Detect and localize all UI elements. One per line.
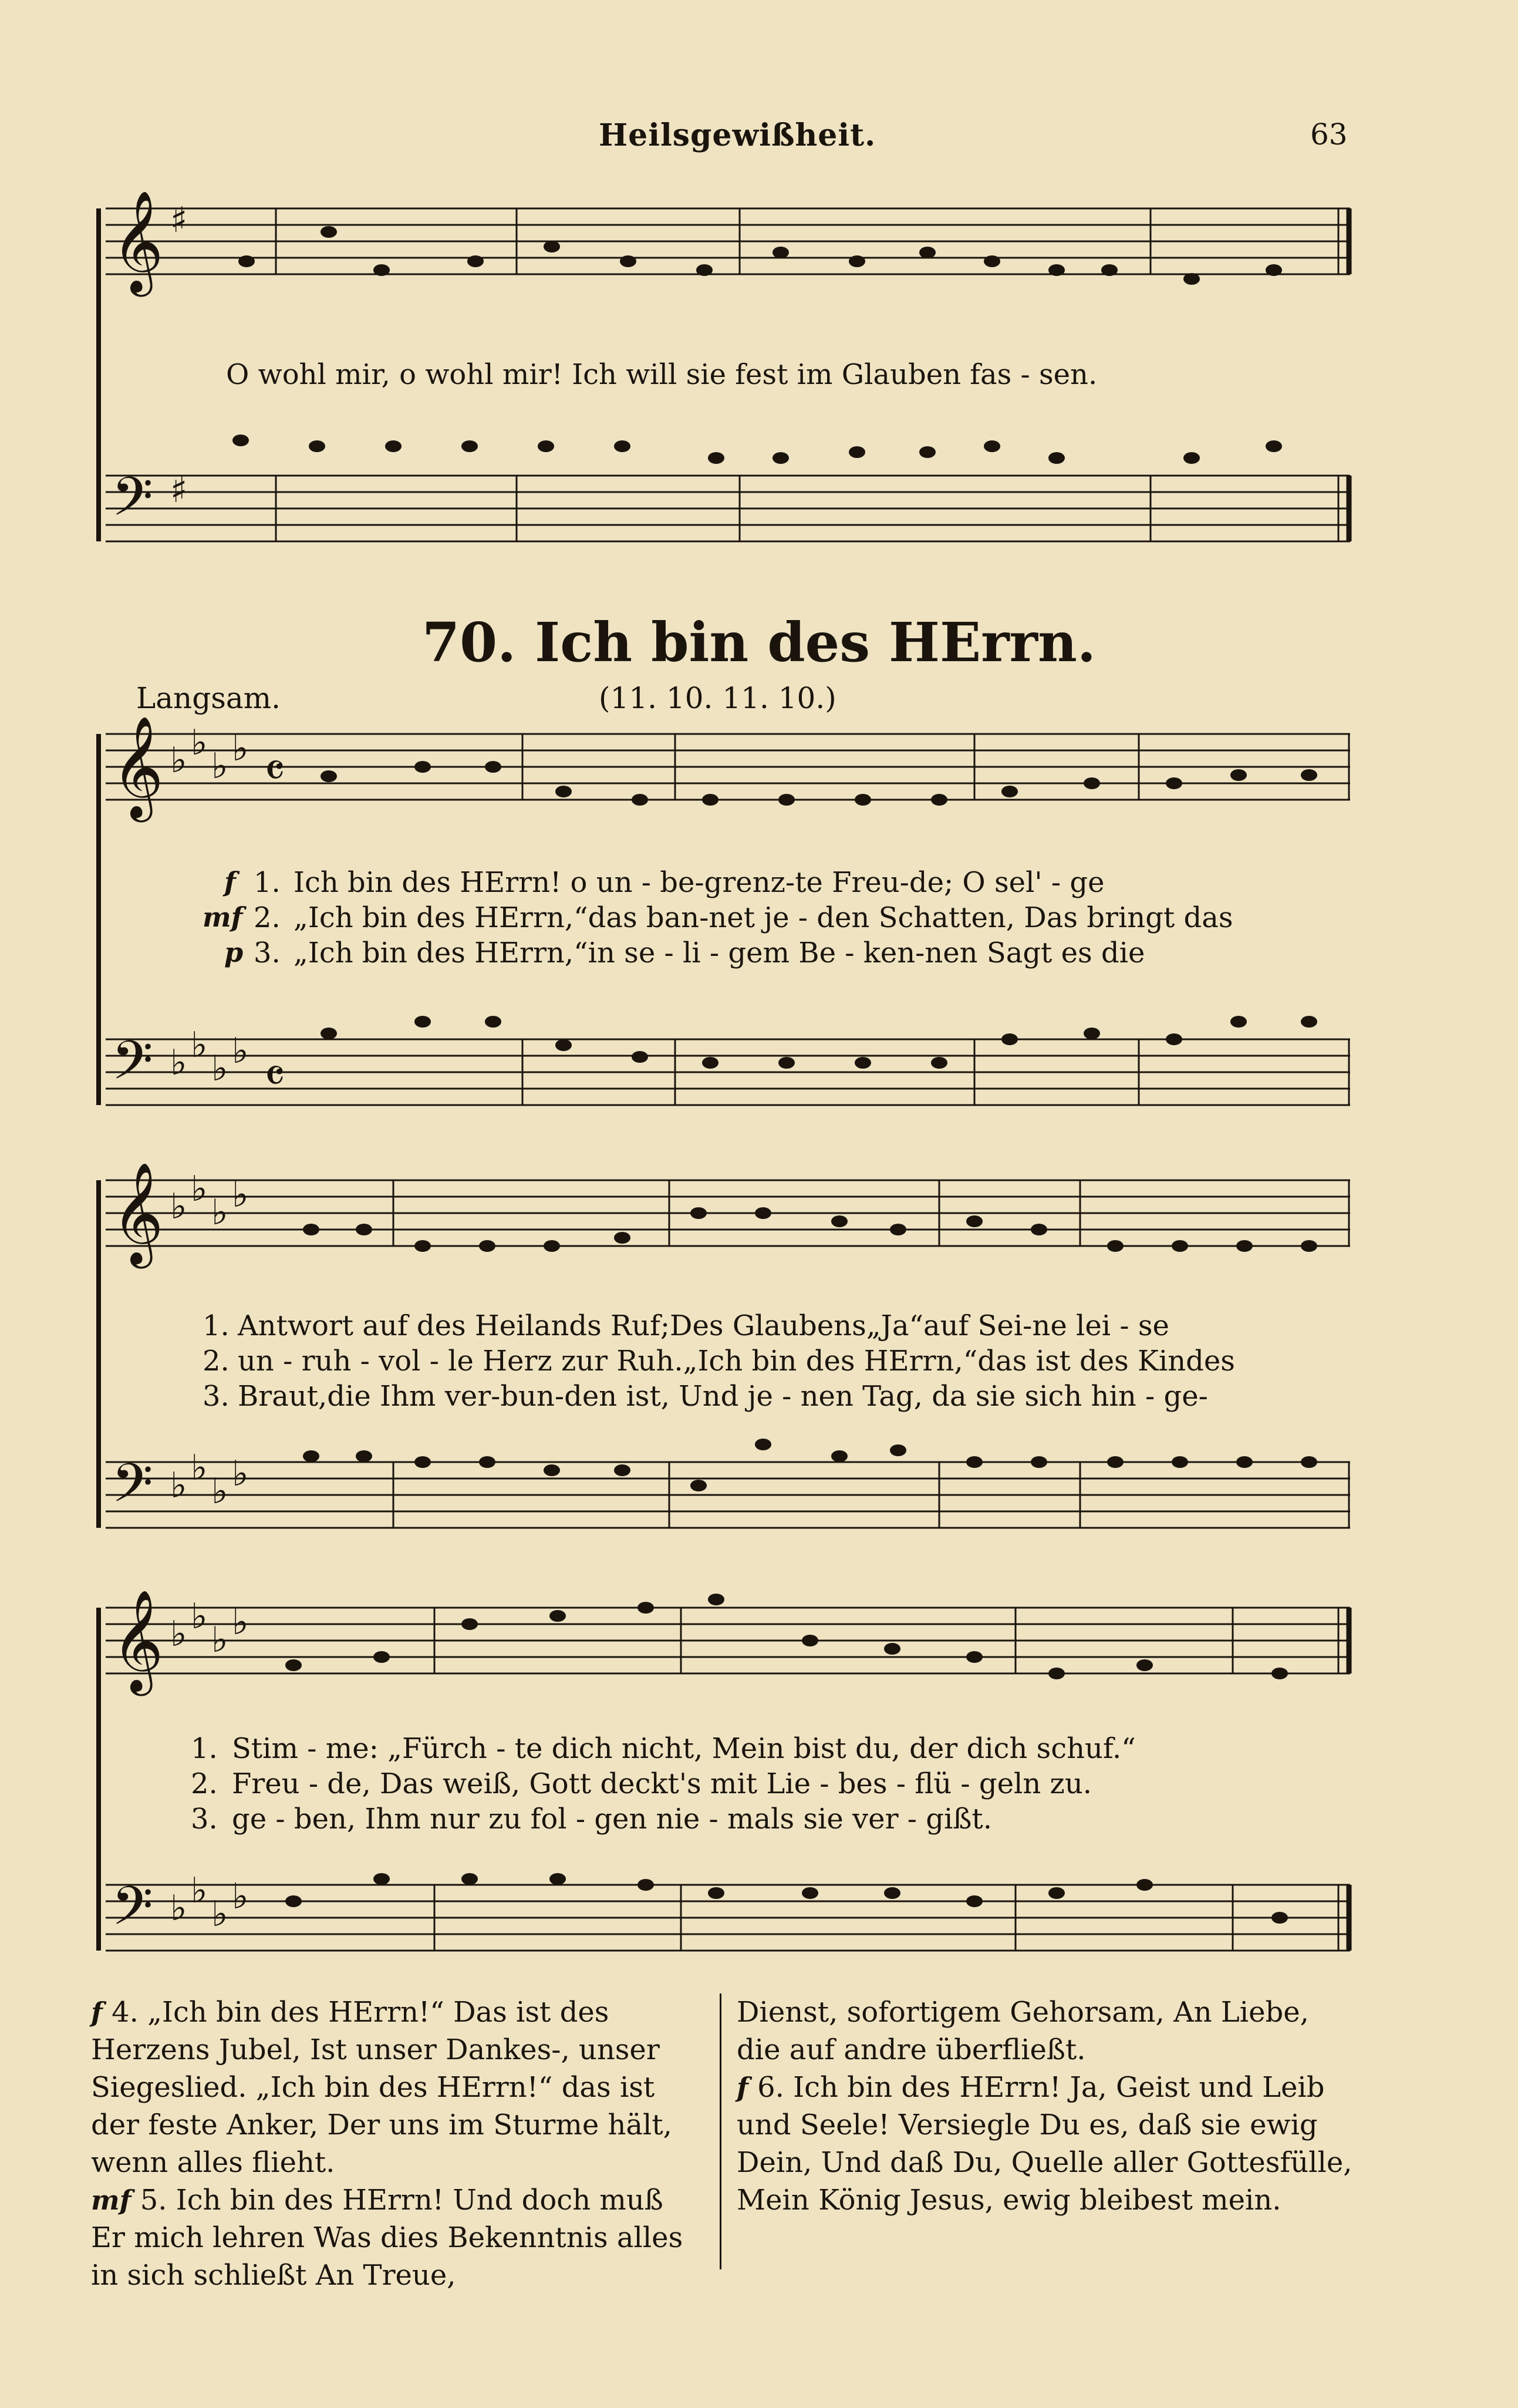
stanza: [737, 2069, 1353, 2219]
verse-number: 2.: [254, 901, 281, 934]
treble-clef-icon: 𝄞: [112, 1162, 164, 1264]
page-number: 63: [1310, 117, 1348, 151]
svg-text:♭: ♭: [232, 1453, 249, 1494]
verse-number: 2.: [191, 1767, 218, 1800]
dynamic-marking: f: [91, 1996, 103, 2028]
verse-number: 1.: [254, 866, 281, 899]
stanza-text: 6. Ich bin des HErrn! Ja, Geist und Leib und Seele! Versiegle Du es, daß sie ewig Dein, Und daß Du, Quelle aller Gottesfülle, Mein König Jesus, ewig bleibest mein.: [737, 2071, 1352, 2217]
svg-text:♭: ♭: [170, 1465, 187, 1506]
bass-clef-icon: 𝄢: [112, 466, 153, 541]
verse-lyric: Freu - de, Das weiß, Gott deckt's mit Lie - bes - flü - geln zu.: [232, 1767, 1092, 1800]
dynamic-marking: p: [224, 937, 244, 968]
svg-text:♭: ♭: [232, 1876, 249, 1917]
svg-text:♭: ♭: [191, 1025, 208, 1066]
system2-treble-staff: [106, 1180, 1350, 1246]
dynamic-marking: f: [224, 866, 236, 898]
svg-text:♭: ♭: [211, 1471, 228, 1512]
svg-text:♭: ♭: [170, 1186, 187, 1227]
svg-text:♭: ♭: [211, 1619, 228, 1661]
verse-number: 2.: [203, 1345, 230, 1378]
svg-text:♭: ♭: [211, 1192, 228, 1233]
dynamic-marking: mf: [91, 2184, 131, 2216]
verse-number: 1.: [203, 1309, 230, 1342]
svg-text:♭: ♭: [232, 1602, 249, 1643]
svg-text:♭: ♭: [191, 722, 208, 763]
sharp-icon: ♯: [170, 470, 188, 511]
treble-clef-icon: 𝄞: [112, 190, 164, 292]
verse-lyric: Antwort auf des Heilands Ruf;Des Glaubens„Ja“auf Sei-ne lei - se: [238, 1309, 1169, 1342]
stanza: [91, 1993, 704, 2181]
svg-text:♭: ♭: [170, 1614, 187, 1655]
common-time-icon: 𝄴: [264, 743, 285, 798]
stanza-text: 5. Ich bin des HErrn! Und doch muß Er mich lehren Was dies Bekenntnis alles in sich schließt An Treue,: [91, 2184, 683, 2292]
svg-text:♭: ♭: [232, 728, 249, 769]
verse-number: 3.: [203, 1380, 230, 1413]
bass-clef-icon: 𝄢: [112, 1452, 153, 1527]
verse-lyric: Ich bin des HErrn! o un - be-grenz-te Freu-de; O sel' - ge: [294, 866, 1105, 899]
verse-lyric: ge - ben, Ihm nur zu fol - gen nie - mals sie ver - gißt.: [232, 1803, 992, 1836]
svg-text:♭: ♭: [191, 1168, 208, 1210]
system0-bass-staff: [106, 476, 1350, 541]
meter: (11. 10. 11. 10.): [599, 681, 836, 715]
svg-text:♭: ♭: [191, 1596, 208, 1637]
verse-lyric: un - ruh - vol - le Herz zur Ruh.„Ich bin des HErrn,“das ist des Kindes: [238, 1345, 1235, 1378]
svg-text:♭: ♭: [170, 1888, 187, 1929]
treble-clef-icon: 𝄞: [112, 716, 164, 818]
sharp-icon: ♯: [170, 200, 188, 241]
noteheads: [232, 226, 1317, 1924]
system1-bass-staff: [106, 1039, 1350, 1105]
verse-lyric: „Ich bin des HErrn,“in se - li - gem Be - ken-nen Sagt es die: [294, 937, 1145, 969]
dynamic-marking: mf: [203, 901, 243, 933]
svg-text:♭: ♭: [211, 1048, 228, 1089]
verse-lyric: „Ich bin des HErrn,“das ban-net je - den Schatten, Das bringt das: [294, 901, 1233, 934]
system1-treble-staff: [106, 734, 1350, 800]
hymn-title: 70. Ich bin des HErrn.: [422, 611, 1096, 674]
svg-text:♭: ♭: [232, 1030, 249, 1072]
stanza-text: 4. „Ich bin des HErrn!“ Das ist des Herzens Jubel, Ist unser Dankes-, unser Siegeslied. „Ich bin des HErrn!“ das ist der feste Anker, Der uns im Sturme hält, wenn alles flieht.: [91, 1996, 672, 2179]
stanza: [91, 2181, 704, 2294]
svg-text:♭: ♭: [211, 746, 228, 787]
verse-lyric: Stim - me: „Fürch - te dich nicht, Mein bist du, der dich schuf.“: [232, 1732, 1136, 1765]
stanzas-left-column: [91, 1993, 704, 2294]
svg-text:♭: ♭: [191, 1870, 208, 1911]
verse-number: 3.: [191, 1803, 218, 1836]
running-title: Heilsgewißheit.: [599, 117, 876, 153]
verse-number: 3.: [254, 937, 281, 969]
svg-text:♭: ♭: [170, 740, 187, 781]
stanzas-right-column: [737, 1993, 1353, 2219]
system2-bass-staff: [106, 1462, 1350, 1528]
system0-lyric: O wohl mir, o wohl mir! Ich will sie fest im Glauben fas - sen.: [226, 358, 1098, 391]
column-divider: [720, 1993, 721, 2269]
system0-treble-staff: [106, 208, 1350, 274]
svg-text:♭: ♭: [170, 1042, 187, 1083]
stanza: [737, 1993, 1353, 2069]
treble-clef-icon: 𝄞: [112, 1589, 164, 1692]
verse-lyric: Braut,die Ihm ver-bun-den ist, Und je - nen Tag, da sie sich hin - ge-: [238, 1380, 1208, 1413]
stanza-text: Dienst, sofortigem Gehorsam, An Liebe, die auf andre überfließt.: [737, 1996, 1309, 2066]
svg-text:♭: ♭: [232, 1174, 249, 1215]
tempo-marking: Langsam.: [136, 681, 281, 715]
dynamic-marking: f: [737, 2072, 748, 2103]
common-time-icon: 𝄴: [264, 1049, 285, 1103]
verse-number: 1.: [191, 1732, 218, 1765]
bass-clef-icon: 𝄢: [112, 1029, 153, 1104]
bass-clef-icon: 𝄢: [112, 1875, 153, 1950]
svg-text:♭: ♭: [191, 1447, 208, 1488]
svg-text:♭: ♭: [211, 1894, 228, 1935]
system3-bass-staff: [106, 1885, 1350, 1951]
